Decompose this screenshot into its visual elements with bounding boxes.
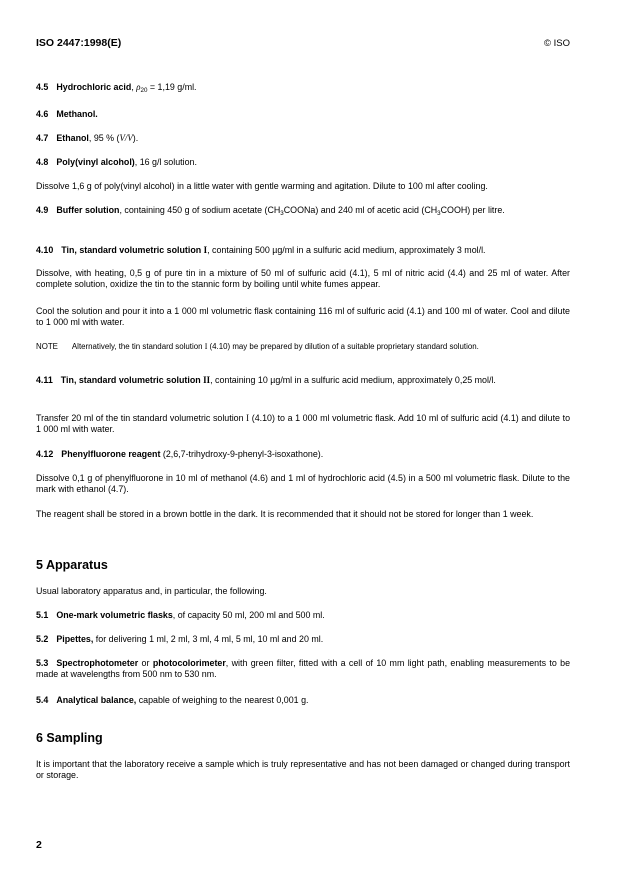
paragraph-4-12-a: Dissolve 0,1 g of phenylfluorone in 10 ml of methanol (4.6) and 1 ml of hydrochloric acid (4.5) in a 500 ml volumetric flask. Dilute to the mark with ethanol (4.7). — [36, 473, 570, 495]
item-5-4: 5.4 Analytical balance, capable of weighing to the nearest 0,001 g. — [36, 695, 309, 705]
section-6-heading: 6 Sampling — [36, 731, 103, 745]
item-4-12: 4.12 Phenylfluorone reagent (2,6,7-trihydroxy-9-phenyl-3-isoxathone). — [36, 449, 324, 459]
copyright-mark: © ISO — [543, 38, 570, 49]
item-4-8: 4.8 Poly(vinyl alcohol), 16 g/l solution. — [36, 157, 197, 167]
item-4-5: 4.5 Hydrochloric acid, $\rho_{20} = 1,19$ g/ml. — [36, 82, 197, 94]
note: NOTE Alternatively, the tin standard solution I (4.10) may be prepared by dilution of a suitable proprietary standard solution. — [36, 342, 479, 351]
paragraph-4-11: Transfer 20 ml of the tin standard volumetric solution I (4.10) to a 1 000 ml volumetric flask. Add 10 ml of sulfuric acid (4.1) and dilute to 1 000 ml with water. — [36, 413, 571, 435]
standard-reference: ISO 2447:1998(E) — [36, 37, 122, 49]
item-4-10: 4.10 Tin, standard volumetric solution I, containing 500 µg/ml in a sulfuric acid medium, approximately 3 mol/l. — [36, 245, 486, 255]
item-5-1: 5.1 One-mark volumetric flasks, of capacity 50 ml, 200 ml and 500 ml. — [36, 610, 325, 620]
page-number: 2 — [36, 839, 42, 851]
paragraph-4-10-a: Dissolve, with heating, 0,5 g of pure tin in a mixture of 50 ml of sulfuric acid (4.1), 5 ml of nitric acid (4.4) and 25 ml of water. After complete solution, oxidize the tin to the stannic form by boiling until white fumes appear. — [36, 268, 570, 290]
item-5-2: 5.2 Pipettes, for delivering 1 ml, 2 ml, 3 ml, 4 ml, 5 ml, 10 ml and 20 ml. — [36, 634, 324, 644]
section-5-intro: Usual laboratory apparatus and, in particular, the following. — [36, 586, 267, 596]
item-4-11: 4.11 Tin, standard volumetric solution II, containing 10 µg/ml in a sulfuric acid medium, approximately 0,25 mol/l. — [36, 375, 496, 385]
item-4-9: 4.9 Buffer solution, containing 450 g of sodium acetate $(CH_3COONa)$ and 240 ml of acetic acid $(CH_3COOH)$ per litre. — [36, 205, 505, 217]
item-4-7: 4.7 Ethanol, 95 % (V/V). — [36, 133, 139, 143]
item-5-3: 5.3 Spectrophotometer or photocolorimeter, with green filter, fitted with a cell of 10 mm light path, enabling measurements to be made at wavelengths from 500 nm to 530 nm. — [36, 658, 571, 680]
paragraph-4-8: Dissolve 1,6 g of poly(vinyl alcohol) in a little water with gentle warming and agitation. Dilute to 100 ml after cooling. — [36, 181, 488, 191]
section-6-text: It is important that the laboratory receive a sample which is truly representative and has not been damaged or changed during transport or storage. — [36, 759, 570, 781]
paragraph-4-10-b: Cool the solution and pour it into a 1 000 ml volumetric flask containing 116 ml of sulfuric acid (4.1) and 100 ml of water. Cool and dilute to 1 000 ml with water. — [36, 306, 570, 328]
item-4-6: 4.6 Methanol. — [36, 109, 98, 119]
paragraph-4-12-b: The reagent shall be stored in a brown bottle in the dark. It is recommended that it should not be stored for longer than 1 week. — [36, 509, 534, 519]
section-5-heading: 5 Apparatus — [36, 558, 108, 572]
